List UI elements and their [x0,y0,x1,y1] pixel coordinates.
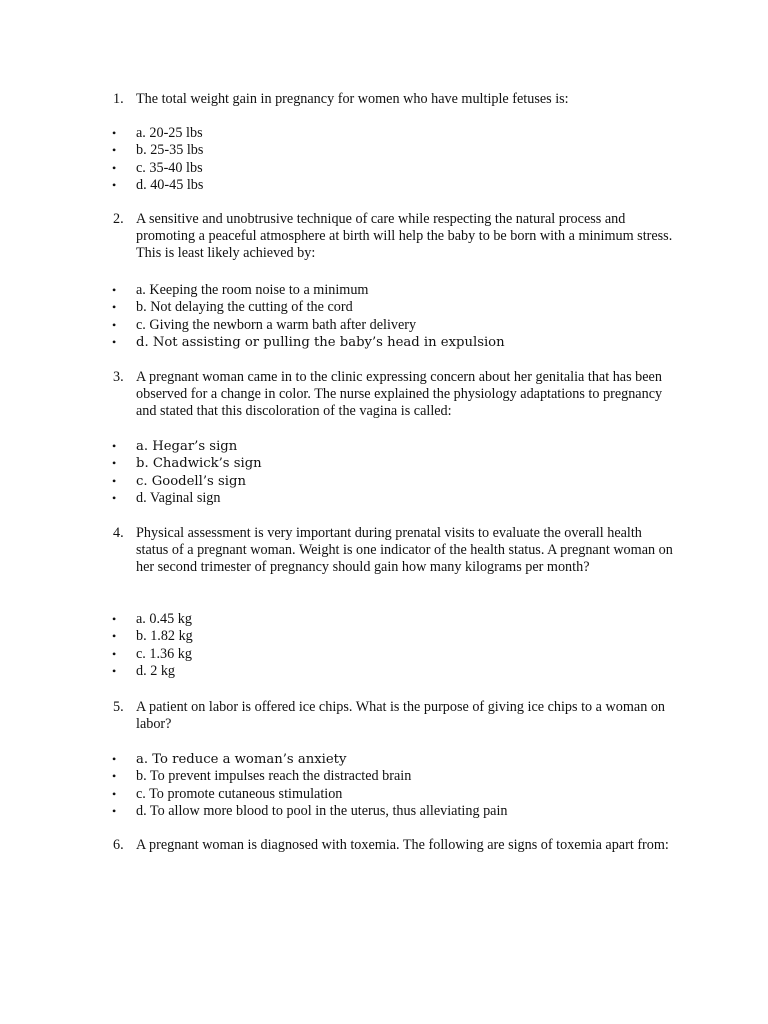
bullet-icon: • [112,646,117,661]
question-text: A patient on labor is offered ice chips. What is the purpose of giving ice chips to a woman on labor? [136,699,666,733]
option-text: b. 1.82 kg [136,628,193,645]
option-text: c. Goodell’s sign [136,473,246,489]
question-text: Physical assessment is very important during prenatal visits to evaluate the overall health status of a pregnant woman. Weight is one indicator of the health status. A pregnant woman on her second trimester of pregnancy should gain how many kilograms per month? [136,525,673,576]
bullet-icon: • [112,178,117,193]
option-text: a. Keeping the room noise to a minimum [136,282,369,298]
option-text: d. Vaginal sign [136,490,221,507]
question-text: The total weight gain in pregnancy for women who have multiple fetuses is: [136,91,569,107]
question-number: 1. [113,91,124,107]
bullet-icon: • [112,300,117,315]
bullet-icon: • [112,664,117,679]
option-text: d. 2 kg [136,663,176,680]
bullet-icon: • [112,439,117,453]
option-text: c. 35-40 lbs [136,159,203,176]
bullet-icon: • [112,317,117,332]
bullet-icon: • [112,335,117,350]
option-text: d. To allow more blood to pool in the uterus, thus alleviating pain [136,803,508,820]
option-text: b. Not delaying the cutting of the cord [136,299,353,316]
bullet-icon: • [112,491,117,506]
bullet-icon: • [112,769,117,784]
question-number: 6. [113,837,124,853]
option-text: b. Chadwick’s sign [136,456,262,472]
option-text: d. Not assisting or pulling the baby’s head in expulsion [136,335,505,351]
option-text: b. 25-35 lbs [136,142,204,159]
option-text: c. To promote cutaneous stimulation [136,785,343,802]
question-number: 4. [113,525,124,541]
bullet-icon: • [112,283,117,297]
question-text: A pregnant woman is diagnosed with toxemia. The following are signs of toxemia apart from: [136,837,669,853]
question-number: 2. [113,211,124,227]
question-number: 3. [113,369,124,385]
option-text: c. 1.36 kg [136,645,192,662]
option-text: a. 0.45 kg [136,611,192,627]
option-text: d. 40-45 lbs [136,177,204,194]
bullet-icon: • [112,143,117,158]
question-number: 5. [113,699,124,715]
bullet-icon: • [112,473,117,488]
bullet-icon: • [112,456,117,471]
bullet-icon: • [112,629,117,644]
bullet-icon: • [112,160,117,175]
question-text: A pregnant woman came in to the clinic expressing concern about her genitalia that has been observed for a change in color. The nurse explained the physiology adaptations to pregnancy and stated that this discoloration of the vagina is called: [136,369,663,420]
bullet-icon: • [112,786,117,801]
bullet-icon: • [112,612,117,626]
option-text: a. 20-25 lbs [136,125,203,141]
bullet-icon: • [112,752,117,766]
question-text: A sensitive and unobtrusive technique of care while respecting the natural process and promoting a peaceful atmosphere at birth will help the baby to be born with a minimum stress. This is least likely achieved by: [136,211,673,262]
bullet-icon: • [112,126,117,140]
option-text: c. Giving the newborn a warm bath after delivery [136,316,417,333]
bullet-icon: • [112,804,117,819]
option-text: a. To reduce a woman’s anxiety [136,752,347,767]
option-text: b. To prevent impulses reach the distracted brain [136,768,412,785]
option-text: a. Hegar’s sign [136,439,238,454]
